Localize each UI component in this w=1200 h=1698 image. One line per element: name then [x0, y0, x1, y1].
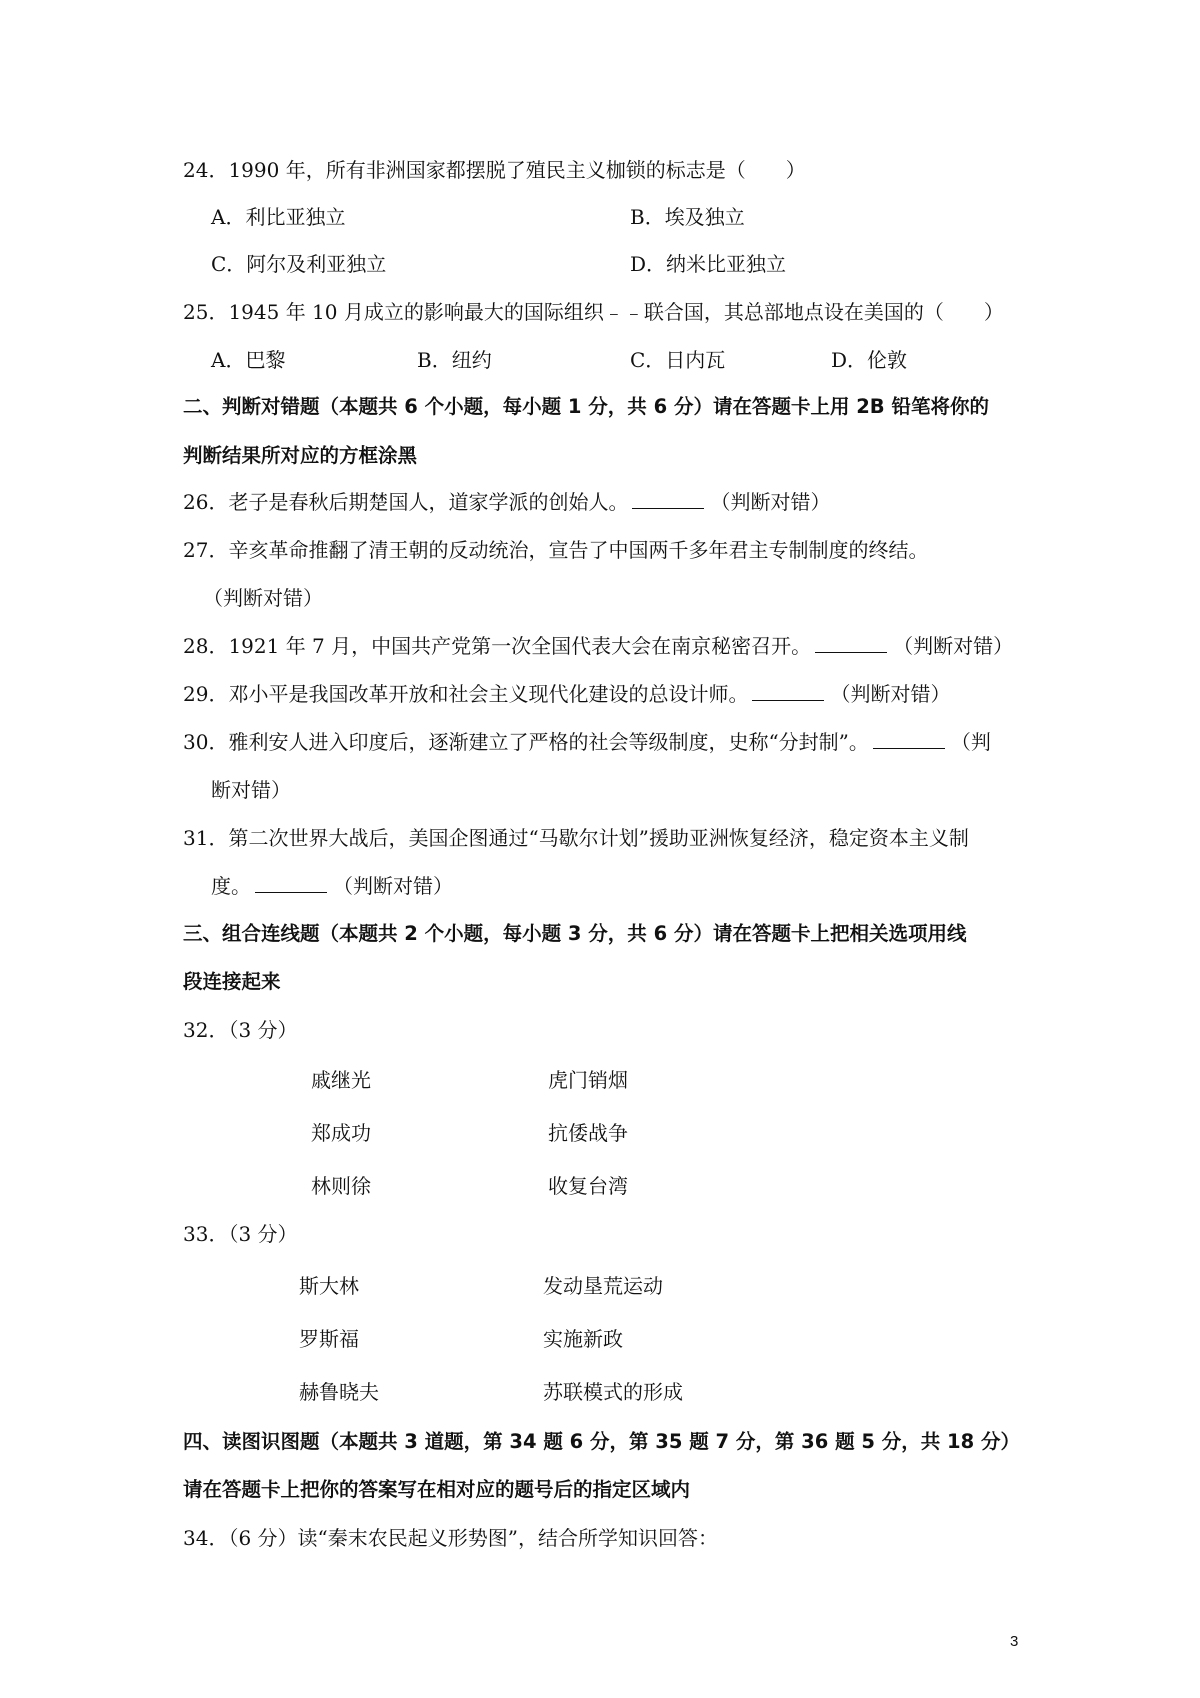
q32-left-item: 郑成功: [311, 1121, 371, 1145]
q29: [183, 680, 950, 708]
q26-text: 26．老子是春秋后期楚国人，道家学派的创始人。: [183, 490, 629, 514]
q24-option-b: B．埃及独立: [630, 205, 745, 229]
section2-heading-line2: 判断结果所对应的方框涂黑: [183, 444, 418, 467]
q33-right-item: 苏联模式的形成: [543, 1380, 683, 1404]
q26-tail: （判断对错）: [710, 490, 831, 514]
q25-stem: 25．1945 年 10 月成立的影响最大的国际组织﹣﹣联合国，其总部地点设在美国的（ ）: [183, 300, 1004, 324]
q25-option-d: D．伦敦: [831, 348, 908, 372]
q27-line2: （判断对错）: [203, 586, 323, 610]
q30-text: 30．雅利安人进入印度后，逐渐建立了严格的社会等级制度，史称“分封制”。: [183, 730, 869, 754]
q31-line2-text: 度。: [211, 874, 251, 898]
q25-option-c: C．日内瓦: [630, 348, 726, 372]
q25-option-b: B．纽约: [417, 348, 492, 372]
q25-option-a: A．巴黎: [211, 348, 286, 372]
q31-line2: [211, 872, 453, 900]
q33-left-item: 斯大林: [299, 1274, 359, 1298]
section3-heading-line1: 三、组合连线题（本题共 2 个小题，每小题 3 分，共 6 分）请在答题卡上把相关选项用线: [183, 922, 967, 945]
q32-right-item: 虎门销烟: [548, 1068, 628, 1092]
q31-tail: （判断对错）: [333, 874, 453, 898]
q24-option-d: D．纳米比亚独立: [630, 252, 787, 276]
q33-left-item: 罗斯福: [299, 1327, 359, 1351]
q28-text: 28．1921 年 7 月，中国共产党第一次全国代表大会在南京秘密召开。: [183, 634, 812, 658]
q26: [183, 488, 830, 516]
section3-heading-line2: 段连接起来: [183, 970, 281, 993]
q30-line2: 断对错）: [211, 778, 291, 802]
q32-label: 32．（3 分）: [183, 1018, 298, 1042]
section4-heading-line1: 四、读图识图题（本题共 3 道题，第 34 题 6 分，第 35 题 7 分，第 36 题 5 分，共 18 分）: [183, 1430, 1020, 1453]
q28: [183, 632, 1013, 660]
q29-text: 29．邓小平是我国改革开放和社会主义现代化建设的总设计师。: [183, 682, 749, 706]
section4-heading-line2: 请在答题卡上把你的答案写在相对应的题号后的指定区域内: [183, 1478, 691, 1501]
q33-left-item: 赫鲁晓夫: [299, 1380, 379, 1404]
q24-option-a: A．利比亚独立: [211, 205, 346, 229]
q27-line1: 27．辛亥革命推翻了清王朝的反动统治，宣告了中国两千多年君主专制制度的终结。: [183, 538, 929, 562]
q32-right-item: 收复台湾: [548, 1174, 628, 1198]
q28-tail: （判断对错）: [893, 634, 1014, 658]
answer-blank: [752, 682, 824, 701]
page-number: 3: [1010, 1633, 1019, 1650]
q29-tail: （判断对错）: [830, 682, 951, 706]
q31-line1: 31．第二次世界大战后，美国企图通过“马歇尔计划”援助亚洲恢复经济，稳定资本主义制: [183, 826, 969, 850]
q32-right-item: 抗倭战争: [548, 1121, 628, 1145]
q33-right-item: 实施新政: [543, 1327, 623, 1351]
answer-blank: [815, 634, 887, 653]
answer-blank: [873, 730, 945, 749]
section2-heading-line1: 二、判断对错题（本题共 6 个小题，每小题 1 分，共 6 分）请在答题卡上用 2B 铅笔将你的: [183, 395, 989, 418]
q32-left-item: 戚继光: [311, 1068, 371, 1092]
q24-option-c: C．阿尔及利亚独立: [211, 252, 387, 276]
q32-left-item: 林则徐: [311, 1174, 371, 1198]
answer-blank: [632, 490, 704, 509]
q30-tail: （判: [950, 730, 991, 754]
q30: [183, 728, 991, 756]
q33-right-item: 发动垦荒运动: [543, 1274, 663, 1298]
q24-stem: 24．1990 年，所有非洲国家都摆脱了殖民主义枷锁的标志是（ ）: [183, 158, 806, 182]
q34-text: 34．（6 分）读“秦末农民起义形势图”，结合所学知识回答：: [183, 1526, 718, 1550]
answer-blank: [255, 874, 327, 893]
q33-label: 33．（3 分）: [183, 1222, 298, 1246]
